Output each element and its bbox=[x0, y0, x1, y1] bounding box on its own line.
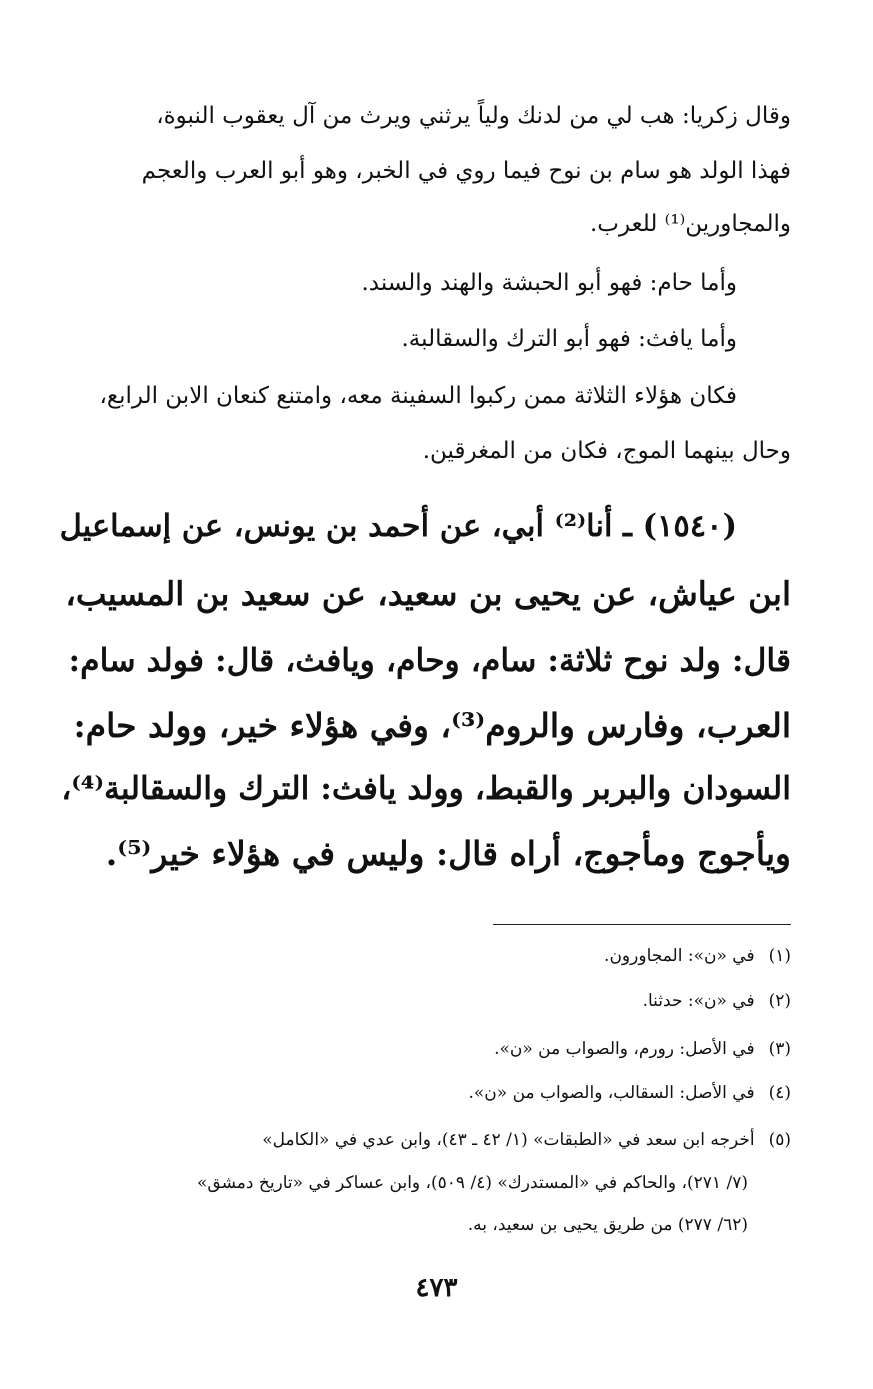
footnote-number: (٤) bbox=[768, 1083, 791, 1103]
footnote-4 bbox=[469, 1080, 792, 1106]
text-line: وأما حام: فهو أبو الحبشة والهند والسند. bbox=[361, 270, 737, 296]
footnote-number: (٢) bbox=[768, 991, 791, 1011]
footnote-divider bbox=[493, 924, 791, 925]
footnote-3 bbox=[494, 1036, 791, 1062]
footnote-text: في «ن»: المجاورون. bbox=[604, 946, 755, 966]
text-line: فهذا الولد هو سام بن نوح فيما روي في الخبر، وهو أبو العرب والعجم bbox=[141, 158, 791, 184]
footnote-number: (٣) bbox=[768, 1039, 791, 1059]
text-line: فكان هؤلاء الثلاثة ممن ركبوا السفينة معه، وامتنع كنعان الابن الرابع، bbox=[99, 383, 737, 409]
hadith-line: ابن عياش، عن يحيى بن سعيد، عن سعيد بن المسيب، bbox=[65, 574, 791, 613]
footnote-text: في «ن»: حدثنا. bbox=[642, 991, 755, 1011]
hadith-line: ويأجوج ومأجوج، أراه قال: وليس في هؤلاء خير⁽⁵⁾. bbox=[105, 834, 791, 873]
page-number: ٤٧٣ bbox=[415, 1273, 458, 1303]
hadith-line: السودان والبربر والقبط، وولد يافث: الترك والسقالبة⁽⁴⁾، bbox=[61, 770, 791, 807]
text-line: وأما يافث: فهو أبو الترك والسقالبة. bbox=[401, 326, 737, 352]
hadith-line: العرب، وفارس والروم⁽³⁾، وفي هؤلاء خير، وولد حام: bbox=[73, 706, 791, 745]
text-line: وحال بينهما الموج، فكان من المغرقين. bbox=[422, 438, 791, 464]
footnote-5 bbox=[262, 1127, 791, 1153]
footnote-5-continued: (٧/ ٢٧١)، والحاكم في «المستدرك» (٤/ ٥٠٩)، وابن عساكر في «تاريخ دمشق» bbox=[197, 1173, 748, 1193]
footnote-2 bbox=[643, 988, 791, 1014]
footnote-text: أخرجه ابن سعد في «الطبقات» (١/ ٤٢ ـ ٤٣)، وابن عدي في «الكامل» bbox=[262, 1130, 755, 1150]
footnote-1 bbox=[604, 943, 791, 969]
hadith-line: قال: ولد نوح ثلاثة: سام، وحام، ويافث، قال: فولد سام: bbox=[68, 642, 791, 679]
footnote-text: في الأصل: رورم، والصواب من «ن». bbox=[494, 1039, 755, 1059]
text-line: والمجاورين⁽¹⁾ للعرب. bbox=[589, 211, 791, 237]
footnote-number: (٥) bbox=[768, 1130, 791, 1150]
text-line: وقال زكريا: هب لي من لدنك ولياً يرثني ويرث من آل يعقوب النبوة، bbox=[156, 103, 791, 129]
footnote-number: (١) bbox=[768, 946, 791, 966]
footnote-5-continued: (٦٢/ ٢٧٧) من طريق يحيى بن سعيد، به. bbox=[467, 1215, 748, 1235]
hadith-line: (١٥٤٠) ـ أنا⁽²⁾ أبي، عن أحمد بن يونس، عن إسماعيل bbox=[59, 508, 737, 544]
footnote-text: في الأصل: السقالب، والصواب من «ن». bbox=[468, 1083, 755, 1103]
